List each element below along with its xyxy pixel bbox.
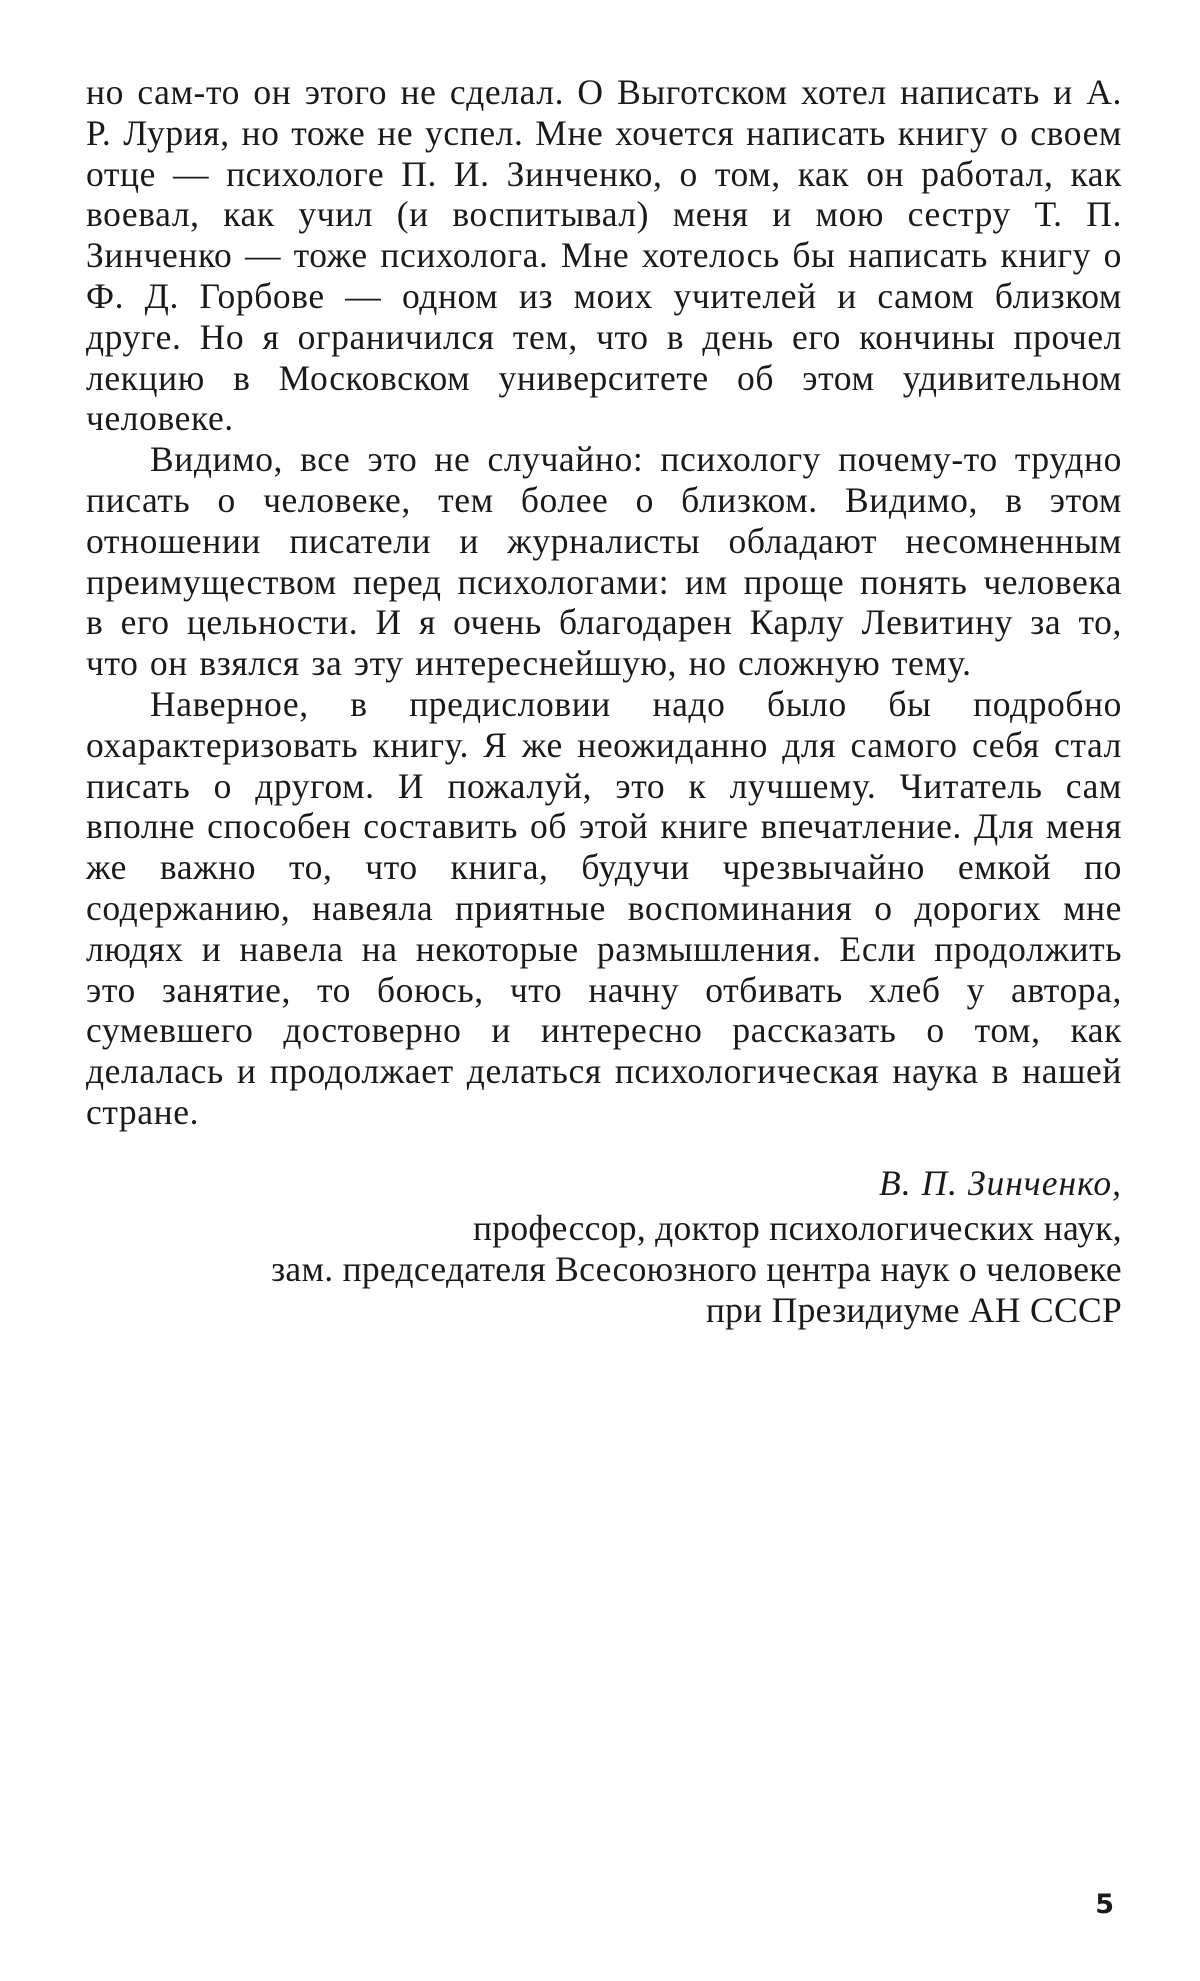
signature-title-line-1: профессор, доктор психологических наук, xyxy=(472,1207,1122,1248)
signature-block xyxy=(86,1163,1122,1331)
signature-author: В. П. Зинченко, xyxy=(879,1162,1122,1203)
paragraph-continuation: но сам-то он этого не сделал. О Выготском хотел написать и А. Р. Лурия, но тоже не успел. Мне хочется написать книгу о своем отце — психологе П. И. Зинченко, о том, как он работал, как воевал, как учил (и воспитывал) меня и мою сестру Т. П. Зинченко — тоже психолога. Мне хотелось бы написать книгу о Ф. Д. Горбове — одном из моих учителей и самом близком друге. Но я ограничился тем, что в день его кончины прочел лекцию в Московском университете об этом удивительном человеке. xyxy=(86,72,1122,439)
page-number: 5 xyxy=(1095,1889,1114,1920)
paragraph-third: Наверное, в предисловии надо было бы подробно охарактеризовать книгу. Я же неожиданно для самого себя стал писать о другом. И пожалуй, это к лучшему. Читатель сам вполне способен составить об этой книге впечатление. Для меня же важно то, что книга, будучи чрезвычайно емкой по содержанию, навеяла приятные воспоминания о дорогих мне людях и навела на некоторые размышления. Если продолжить это занятие, то боюсь, что начну отбивать хлеб у автора, сумевшего достоверно и интересно рассказать о том, как делалась и продолжает делаться психологическая наука в нашей стране. xyxy=(86,683,1122,1132)
signature-title-line-2: зам. председателя Всесоюзного центра наук о человеке xyxy=(271,1248,1122,1289)
paragraph-second: Видимо, все это не случайно: психологу почему-то трудно писать о человеке, тем более о близком. Видимо, в этом отношении писатели и журналисты обладают несомненным преимуществом перед психологами: им проще понять человека в его цельности. И я очень благодарен Карлу Левитину за то, что он взялся за эту интереснейшую, но сложную тему. xyxy=(86,439,1122,684)
page-body xyxy=(86,72,1122,1331)
signature-title-line-3: при Президиуме АН СССР xyxy=(705,1289,1122,1330)
